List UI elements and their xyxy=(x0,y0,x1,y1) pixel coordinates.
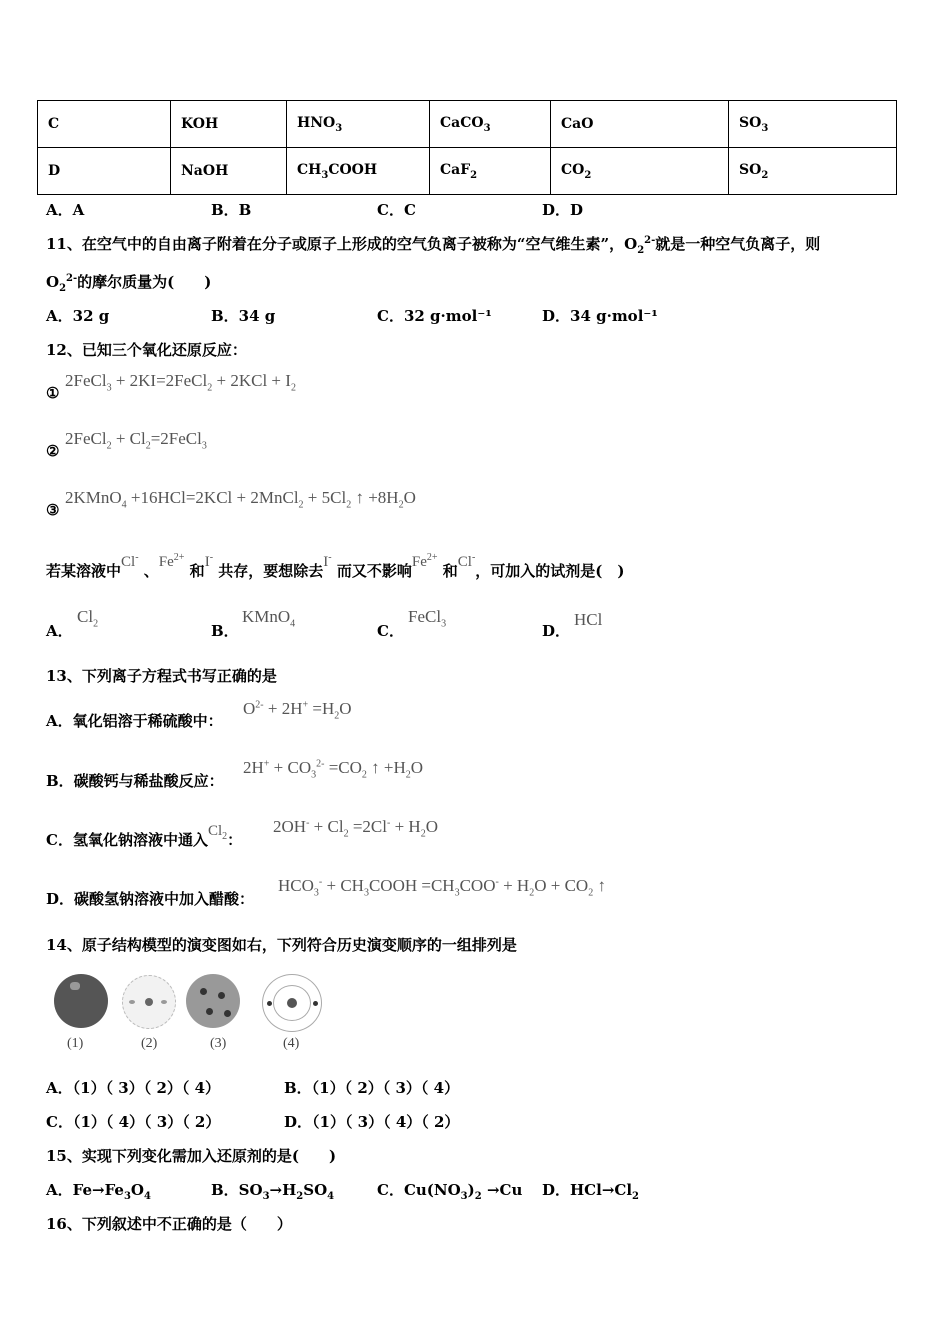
atom-model-3-image xyxy=(186,974,240,1028)
option-c: C．32 g·mol⁻¹ xyxy=(377,307,492,325)
option-b: B． xyxy=(211,622,239,640)
reaction-marker: ② xyxy=(46,442,60,460)
question-12-condition: 若某溶液中Cl- 、$Fe^{2+}$ 和I- 共存，要想除去I- 而又不影响$Fe^{2+}$ 和Cl-，可加入的试剂是( ) xyxy=(46,552,625,580)
table-cell: $HNO_3$ xyxy=(287,101,430,148)
condition-text: ，可加入的试剂是( ) xyxy=(475,562,625,580)
option-c-equation: $2OH^- + Cl_2 =2Cl^- + H_2O$ xyxy=(273,817,438,840)
condition-text: 若某溶液中 xyxy=(46,562,122,580)
question-11-line2: $O_2^{2-}$的摩尔质量为( ) xyxy=(46,273,212,294)
option-b: B．碳酸钙与稀盐酸反应： xyxy=(46,772,224,790)
option-d: D．34 g·mol⁻¹ xyxy=(542,307,658,325)
option-c: C．（1）（ 4）（ 3）（ 2） xyxy=(46,1113,221,1131)
option-d: D．D xyxy=(542,201,584,219)
reaction-1-equation: 2FeCl$_3$ + 2KI=2FeCl$_2$ + $2KCl + I_2$ xyxy=(65,371,296,394)
option-d: D．（1）（ 3）（ 4）（ 2） xyxy=(284,1113,460,1131)
table-row xyxy=(38,101,897,148)
table-cell: $SO_2$ xyxy=(729,148,897,195)
atom-model-2-image xyxy=(122,975,176,1029)
question-15: 15、实现下列变化需加入还原剂的是( ) xyxy=(46,1147,337,1165)
condition-text: 而又不影响 xyxy=(336,562,412,580)
atom-model-label: (4) xyxy=(283,1036,300,1051)
question-16: 16、下列叙述中不正确的是（ ） xyxy=(46,1215,292,1233)
atom-model-label: (1) xyxy=(67,1036,84,1051)
reaction-marker: ① xyxy=(46,384,60,402)
question-11-line2-text: 的摩尔质量为( ) xyxy=(77,273,212,291)
table-cell: $CH_3COOH$ xyxy=(287,148,430,195)
question-11-line1-end: 就是一种空气负离子，则 xyxy=(655,235,821,253)
option-a: A．A xyxy=(46,201,85,219)
condition-text: 和 xyxy=(442,562,458,580)
table-cell: C xyxy=(38,101,171,148)
option-b: B．（1）（ 2）（ 3）（ 4） xyxy=(284,1079,460,1097)
option-d-equation: $HCO_3^-$ + $CH_3COOH =CH_3COO^- + H_2O + CO_2$ ↑ xyxy=(278,876,606,899)
option-d: D．$HCl\to Cl_2$ xyxy=(542,1181,639,1202)
option-a-formula: $Cl_2$ xyxy=(77,607,99,630)
table-row xyxy=(38,148,897,195)
option-c: C．C xyxy=(377,201,416,219)
question-11-line1: 11、在空气中的自由离子附着在分子或原子上形成的空气负离子被称为“空气维生素”，O xyxy=(46,235,638,253)
option-c-formula: FeCl$_3$ xyxy=(408,607,447,630)
atom-model-label: (2) xyxy=(141,1036,158,1051)
table-cell: D xyxy=(38,148,171,195)
atom-model-label: (3) xyxy=(210,1036,227,1051)
reaction-2-equation: 2FeCl$_2$ + $Cl_2=2FeCl_3$ xyxy=(65,429,207,452)
question-12: 12、已知三个氧化还原反应： xyxy=(46,341,247,359)
option-c: C．$Cu(NO_3)_2 \to Cu$ xyxy=(377,1181,523,1202)
option-c-text: C．氢氧化钠溶液中通入 xyxy=(46,831,208,849)
option-a: A．32 g xyxy=(46,307,110,325)
table-cell: $SO_3$ xyxy=(729,101,897,148)
option-a-equation: $O^{2-} + 2H^+ =H_2O$ xyxy=(243,699,352,722)
option-b-formula: KMnO$_4$ xyxy=(242,607,296,630)
atom-model-4-image xyxy=(262,974,322,1032)
option-c: C．氢氧化钠溶液中通入$Cl_2$： xyxy=(46,823,243,849)
table-cell: CaCO$_3$ xyxy=(430,101,551,148)
options-table xyxy=(37,100,897,195)
option-b: B．B xyxy=(211,201,252,219)
option-d: D． xyxy=(542,622,571,640)
condition-text: 和 xyxy=(189,562,205,580)
condition-text: 共存，要想除去 xyxy=(218,562,324,580)
option-c-colon: ： xyxy=(227,831,243,849)
condition-text: 、 xyxy=(143,562,159,580)
table-cell: CaF$_2$ xyxy=(430,148,551,195)
option-a: A．$Fe\to Fe_3O_4$ xyxy=(46,1181,151,1202)
question-11: 11、在空气中的自由离子附着在分子或原子上形成的空气负离子被称为“空气维生素”，$O_2^{2-}$就是一种空气负离子，则 xyxy=(46,235,821,256)
table-cell: KOH xyxy=(171,101,287,148)
table-cell: NaOH xyxy=(171,148,287,195)
atom-model-1-image xyxy=(54,974,108,1028)
question-13: 13、下列离子方程式书写正确的是 xyxy=(46,667,277,685)
option-c: C． xyxy=(377,622,404,640)
option-b: B．34 g xyxy=(211,307,276,325)
reaction-marker: ③ xyxy=(46,501,60,519)
option-b-equation: $2H^+ + CO_3^{2-} =CO_2$ ↑ $+H_2O$ xyxy=(243,758,424,781)
option-d: D．碳酸氢钠溶液中加入醋酸： xyxy=(46,890,255,908)
option-a: A． xyxy=(46,622,73,640)
reaction-3-equation: 2KMnO$_4$ +16HCl=2KCl + 2MnCl$_2$ + $5Cl_2$ ↑ $+8H_2O$ xyxy=(65,488,416,511)
table-cell: CaO xyxy=(551,101,729,148)
option-a: A．（1）（ 3）（ 2）（ 4） xyxy=(46,1079,221,1097)
option-b: B．$SO_3\to H_2SO_4$ xyxy=(211,1181,335,1202)
question-14: 14、原子结构模型的演变图如右，下列符合历史演变顺序的一组排列是 xyxy=(46,936,517,954)
table-cell: $CO_2$ xyxy=(551,148,729,195)
option-d-formula: HCl xyxy=(574,610,603,629)
option-a: A．氧化铝溶于稀硫酸中： xyxy=(46,712,223,730)
